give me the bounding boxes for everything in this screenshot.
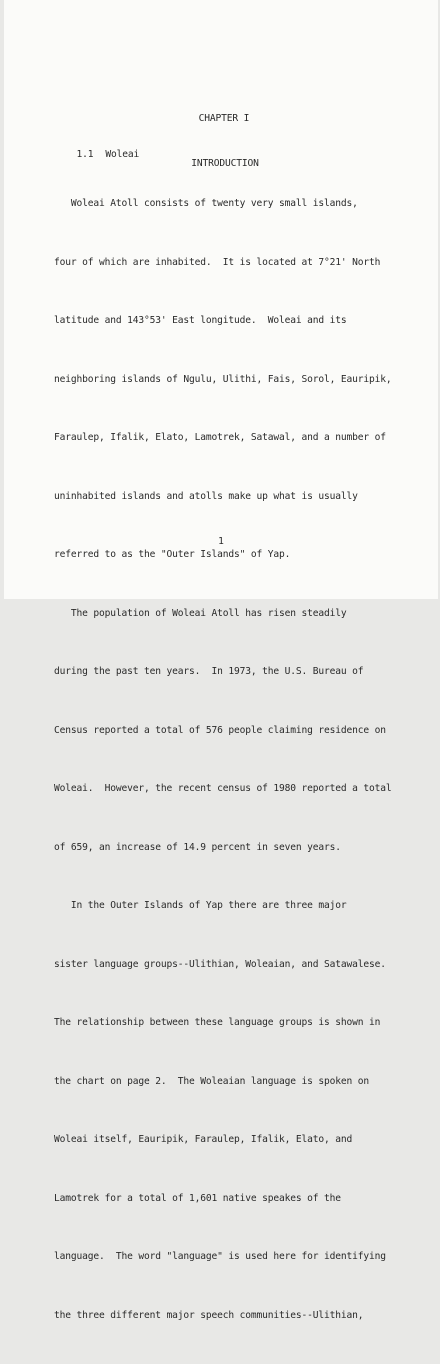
text-line: Lamotrek for a total of 1,601 native speakes of the bbox=[54, 1192, 341, 1204]
text-line: latitude and 143°53' East longitude. Woleai and its bbox=[54, 315, 347, 326]
page-number: 1 bbox=[218, 536, 224, 547]
text-line: four of which are inhabited. It is located at 7°21' North bbox=[54, 256, 381, 268]
text-line: during the past ten years. In 1973, the U.S. Bureau of bbox=[54, 666, 364, 677]
text-line: sister language groups--Ulithian, Woleaian, and Satawalese. bbox=[54, 958, 386, 970]
text-line: of 659, an increase of 14.9 percent in seven years. bbox=[54, 841, 341, 853]
text-line: neighboring islands of Ngulu, Ulithi, Fais, Sorol, Eauripik, bbox=[54, 373, 392, 385]
text-line: Faraulep, Ifalik, Elato, Lamotrek, Satawal, and a number of bbox=[54, 432, 386, 443]
text-line: referred to as the "Outer Islands" of Yap. bbox=[54, 549, 291, 560]
text-line: the three different major speech communities--Ulithian, bbox=[54, 1309, 364, 1321]
text-line: Woleai Atoll consists of twenty very small islands, bbox=[54, 198, 358, 209]
text-line: language. The word "language" is used here for identifying bbox=[54, 1251, 386, 1262]
text-line: Woleai itself, Eauripik, Faraulep, Ifalik, Elato, and bbox=[54, 1134, 353, 1145]
document-page bbox=[4, 0, 438, 1321]
text-line: In the Outer Islands of Yap there are three major bbox=[54, 900, 347, 911]
section-number: 1.1 bbox=[76, 149, 94, 160]
text-line: Woleai. However, the recent census of 1980 reported a total bbox=[54, 783, 392, 794]
chapter-number: CHAPTER I bbox=[198, 113, 250, 124]
chapter-title: INTRODUCTION bbox=[191, 158, 259, 169]
text-line: The relationship between these language groups is shown in bbox=[54, 1017, 381, 1028]
body-text bbox=[54, 155, 392, 1364]
text-line: uninhabited islands and atolls make up what is usually bbox=[54, 490, 358, 502]
section-title: Woleai bbox=[105, 149, 140, 160]
text-line: the chart on page 2. The Woleaian language is spoken on bbox=[54, 1075, 370, 1087]
text-line: The population of Woleai Atoll has risen steadily bbox=[54, 607, 347, 619]
text-line: Census reported a total of 576 people claiming residence on bbox=[54, 724, 386, 736]
